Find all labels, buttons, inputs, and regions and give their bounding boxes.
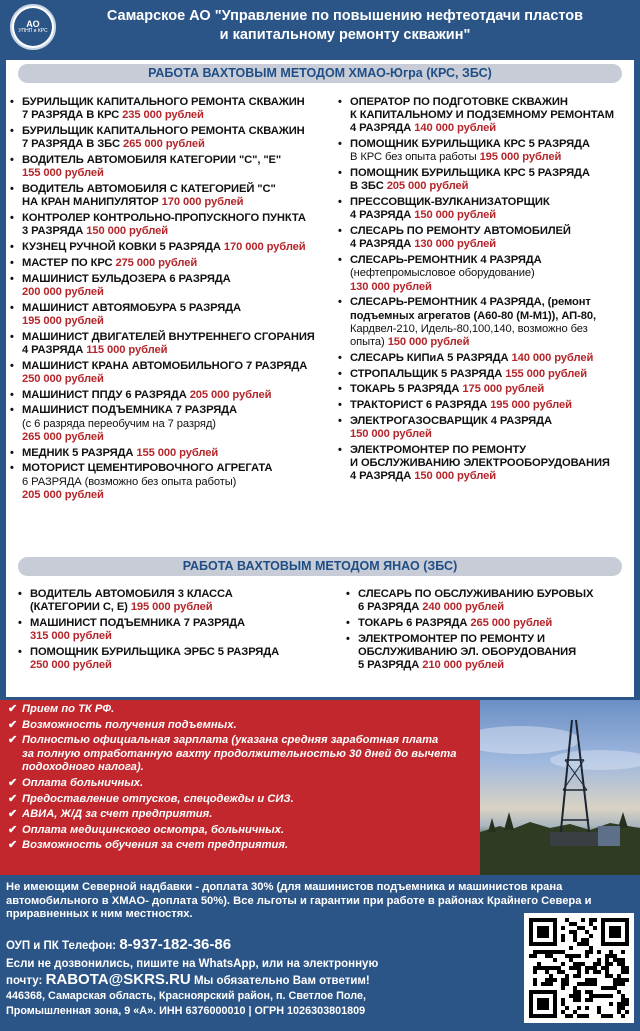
salary: 130 000 рублей <box>414 238 497 251</box>
vacancy-text: Кардвел-210, Идель-80,100,140, возможно без <box>350 322 588 335</box>
checkmark-icon: ✔ <box>8 792 18 805</box>
vacancy-text: 6 РАЗРЯДА <box>358 601 423 614</box>
vacancy-text: ВОДИТЕЛЬ АВТОМОБИЛЯ С КАТЕГОРИЕЙ "С" <box>22 183 276 195</box>
note-line: Не имеющим Северной надбавки - доплата 30% (для машинистов подъемника и машинистов крана <box>6 881 563 893</box>
vacancy-item <box>336 368 632 381</box>
salary: 250 000 рублей <box>22 372 104 385</box>
salary: 195 000 рублей <box>479 151 562 164</box>
bullet-icon: • <box>10 96 14 108</box>
vacancy-text: 7 РАЗРЯДА В КРС <box>22 109 123 122</box>
vacancy-item <box>8 154 328 180</box>
section1-left-column <box>8 96 328 505</box>
vacancy-text: СЛЕСАРЬ ПО РЕМОНТУ АВТОМОБИЛЕЙ <box>350 225 571 238</box>
vacancy-text: ОБСЛУЖИВАНИЮ ЭЛ. ОБОРУДОВАНИЯ <box>358 646 577 658</box>
bullet-icon: • <box>18 646 22 658</box>
salary: 175 000 рублей <box>462 383 545 396</box>
bullet-icon: • <box>10 446 14 459</box>
vacancy-item <box>16 617 332 643</box>
vacancy-text: МАШИНИСТ ПОДЪЕМНИКА 7 РАЗРЯДА <box>30 617 246 629</box>
vacancy-text: НА КРАН МАНИПУЛЯТОР <box>22 196 162 209</box>
section2-left-column <box>16 588 332 675</box>
benefit-item <box>6 777 446 791</box>
vacancy-text: В ЗБС <box>350 180 387 193</box>
vacancy-text: (КАТЕГОРИИ С, Е) <box>30 601 131 614</box>
salary: 170 000 рублей <box>161 196 244 209</box>
email-link[interactable]: RABOTA@SKRS.RU <box>45 971 191 988</box>
vacancy-text: КУЗНЕЦ РУЧНОЙ КОВКИ 5 РАЗРЯДА <box>22 241 224 253</box>
vacancy-item <box>8 241 328 254</box>
logo-bottom-text: УПНП и КРС <box>18 28 48 35</box>
bullet-icon: • <box>18 588 22 600</box>
logo-top-text: АО <box>26 18 40 29</box>
vacancy-text: ПОМОЩНИК БУРИЛЬЩИКА КРС 5 РАЗРЯДА <box>350 138 590 151</box>
salary: 150 000 рублей <box>86 225 169 238</box>
salary: 115 000 рублей <box>86 343 168 356</box>
vacancy-text: ВОДИТЕЛЬ АВТОМОБИЛЯ 3 КЛАССА <box>30 588 233 600</box>
vacancy-text: МЕДНИК 5 РАЗРЯДА <box>22 446 137 459</box>
salary: 150 000 рублей <box>387 336 470 349</box>
salary: 155 000 рублей <box>136 446 219 459</box>
address-line: 446368, Самарская область, Красноярский район, п. Светлое Поле, <box>6 990 366 1002</box>
bullet-icon: • <box>338 399 342 412</box>
salary: 140 000 рублей <box>414 122 497 135</box>
vacancy-text: МАШИНИСТ БУЛЬДОЗЕРА 6 РАЗРЯДА <box>22 272 231 285</box>
checkmark-icon: ✔ <box>8 839 18 852</box>
bullet-icon: • <box>10 272 14 285</box>
contacts <box>6 937 506 1019</box>
benefit-text: Оплата медицинского осмотра, больничных. <box>22 823 285 836</box>
benefit-item <box>6 824 446 838</box>
salary: 240 000 рублей <box>422 601 505 614</box>
vacancy-text: 7 РАЗРЯДА В ЗБС <box>22 138 123 151</box>
vacancy-text: ЭЛЕКТРОМОНТЕР ПО РЕМОНТУ И <box>358 632 545 645</box>
vacancy-text: ТОКАРЬ 5 РАЗРЯДА <box>350 383 463 396</box>
vacancy-item <box>8 462 328 502</box>
vacancy-item <box>344 633 632 673</box>
vacancy-text: 4 РАЗРЯДА <box>22 343 87 356</box>
vacancy-item <box>8 360 328 386</box>
bullet-icon: • <box>10 462 14 475</box>
vacancy-text: ПОМОЩНИК БУРИЛЬЩИКА КРС 5 РАЗРЯДА <box>350 167 590 180</box>
benefit-item <box>6 839 446 853</box>
salary: 195 000 рублей <box>22 314 104 327</box>
bullet-icon: • <box>346 617 350 629</box>
salary: 205 000 рублей <box>386 180 469 193</box>
benefit-text: Оплата больничных. <box>22 776 144 789</box>
salary: 200 000 рублей <box>22 285 104 298</box>
vacancy-text: СЛЕСАРЬ-РЕМОНТНИК 4 РАЗРЯДА <box>350 254 542 267</box>
vacancy-item <box>336 167 632 193</box>
salary: 150 000 рублей <box>414 470 497 483</box>
bullet-icon: • <box>10 404 14 417</box>
benefit-item <box>6 808 446 822</box>
vacancy-text: СЛЕСАРЬ ПО ОБСЛУЖИВАНИЮ БУРОВЫХ <box>358 588 594 600</box>
mail-label: почту: <box>6 975 46 987</box>
salary: 235 000 рублей <box>122 109 204 122</box>
checkmark-icon: ✔ <box>8 776 18 789</box>
vacancy-item <box>336 399 632 412</box>
vacancy-item <box>16 588 332 614</box>
vacancy-item <box>344 588 632 614</box>
vacancy-text: (нефтепромысловое оборудование) <box>350 267 535 280</box>
header <box>0 0 640 56</box>
vacancy-text: БУРИЛЬЩИК КАПИТАЛЬНОГО РЕМОНТА СКВАЖИН <box>22 96 305 108</box>
vacancy-text: ЭЛЕКТРОГАЗОСВАРЩИК 4 РАЗРЯДА <box>350 415 552 427</box>
bullet-icon: • <box>338 351 342 364</box>
vacancy-item <box>8 125 328 151</box>
vacancy-text: МОТОРИСТ ЦЕМЕНТИРОВОЧНОГО АГРЕГАТА <box>22 462 273 475</box>
salary: 205 000 рублей <box>22 488 104 501</box>
bullet-icon: • <box>338 444 342 456</box>
vacancy-text: опыта) <box>350 336 388 349</box>
bullet-icon: • <box>338 196 342 209</box>
vacancy-text: СЛЕСАРЬ-РЕМОНТНИК 4 РАЗРЯДА, (ремонт <box>350 296 591 309</box>
bullet-icon: • <box>10 359 14 372</box>
title-line-1: Самарское АО "Управление по повышению нефтеотдачи пластов <box>106 8 584 24</box>
vacancy-text: ПОМОЩНИК БУРИЛЬЩИКА ЭРБС 5 РАЗРЯДА <box>30 646 280 658</box>
company-logo <box>10 4 56 50</box>
vacancy-text: подъемных агрегатов (А60-80 (М-М1)), АП-80, <box>350 309 596 322</box>
bullet-icon: • <box>338 167 342 180</box>
bullet-icon: • <box>10 241 14 253</box>
vacancy-text: 3 РАЗРЯДА <box>22 225 87 238</box>
page-title <box>60 7 630 45</box>
salary: 265 000 рублей <box>122 138 205 151</box>
vacancy-item <box>8 447 328 460</box>
salary: 130 000 рублей <box>350 280 432 293</box>
benefit-text: АВИА, Ж/Д за счет предприятия. <box>22 808 213 821</box>
salary: 195 000 рублей <box>130 601 213 614</box>
benefits-list <box>6 703 457 855</box>
vacancy-item <box>336 415 632 441</box>
salary: 265 000 рублей <box>22 430 104 443</box>
vacancy-item <box>336 196 632 222</box>
bullet-icon: • <box>338 225 342 238</box>
vacancy-text: МАШИНИСТ АВТОЯМОБУРА 5 РАЗРЯДА <box>22 301 242 314</box>
bullet-icon: • <box>10 183 14 195</box>
vacancy-item <box>336 383 632 396</box>
vacancies-panel <box>6 60 634 697</box>
benefit-text: Возможность обучения за счет предприятия. <box>22 839 289 852</box>
vacancy-text: МАСТЕР ПО КРС <box>22 256 116 269</box>
salary: 315 000 рублей <box>30 630 112 643</box>
vacancy-text: МАШИНИСТ ППДУ 6 РАЗРЯДА <box>22 388 190 401</box>
vacancy-item <box>8 96 328 122</box>
bullet-icon: • <box>10 212 14 224</box>
vacancy-text: МАШИНИСТ КРАНА АВТОМОБИЛЬНОГО 7 РАЗРЯДА <box>22 359 308 372</box>
title-line-2: и капитальному ремонту скважин" <box>219 27 471 43</box>
vacancy-item <box>8 331 328 357</box>
vacancy-text: ЭЛЕКТРОМОНТЕР ПО РЕМОНТУ <box>350 444 527 456</box>
phone-label: ОУП и ПК Телефон: <box>6 940 120 952</box>
salary: 155 000 рублей <box>505 367 588 380</box>
bullet-icon: • <box>10 330 14 343</box>
bullet-icon: • <box>10 301 14 314</box>
bullet-icon: • <box>10 256 14 269</box>
benefit-text: за полную отработанную вахту продолжительностью 30 дней до вычета <box>22 747 457 760</box>
salary: 195 000 рублей <box>490 399 572 412</box>
benefit-text: Прием по ТК РФ. <box>22 703 115 715</box>
section2-title: РАБОТА ВАХТОВЫМ МЕТОДОМ ЯНАО (ЗБС) <box>18 557 622 576</box>
vacancy-text: В КРС без опыта работы <box>350 151 480 164</box>
vacancy-item <box>8 257 328 270</box>
vacancy-text: СЛЕСАРЬ КИПиА 5 РАЗРЯДА <box>350 351 512 364</box>
benefit-item <box>6 734 457 775</box>
salary: 155 000 рублей <box>22 167 104 180</box>
vacancy-item <box>16 646 332 672</box>
vacancy-text: К КАПИТАЛЬНОМУ И ПОДЗЕМНОМУ РЕМОНТАМ <box>350 109 614 122</box>
bullet-icon: • <box>338 383 342 396</box>
bullet-icon: • <box>346 588 350 600</box>
benefit-text: Возможность получения подъемных. <box>22 718 237 731</box>
vacancy-text: КОНТРОЛЕР КОНТРОЛЬНО-ПРОПУСКНОГО ПУНКТА <box>22 212 306 224</box>
vacancy-item <box>336 96 632 136</box>
salary: 250 000 рублей <box>30 659 112 672</box>
salary: 205 000 рублей <box>189 388 272 401</box>
benefit-text: Полностью официальная зарплата (указана средняя заработная плата <box>22 734 439 747</box>
checkmark-icon: ✔ <box>8 703 18 715</box>
salary: 210 000 рублей <box>422 659 505 672</box>
benefit-item <box>6 793 446 807</box>
vacancy-item <box>8 212 328 238</box>
bullet-icon: • <box>338 367 342 380</box>
vacancy-text: ВОДИТЕЛЬ АВТОМОБИЛЯ КАТЕГОРИИ "С", "Е" <box>22 154 282 166</box>
salary: 150 000 рублей <box>350 428 432 441</box>
bullet-icon: • <box>338 138 342 151</box>
vacancy-text: МАШИНИСТ ДВИГАТЕЛЕЙ ВНУТРЕННЕГО СГОРАНИЯ <box>22 330 315 343</box>
bullet-icon: • <box>10 125 14 137</box>
whatsapp-line: Если не дозвонились, пишите на WhatsApp, или на электронную <box>6 958 379 970</box>
vacancy-item <box>336 254 632 294</box>
vacancy-text: (с 6 разряда переобучим на 7 разряд) <box>22 417 216 430</box>
vacancy-text: И ОБСЛУЖИВАНИЮ ЭЛЕКТРООБОРУДОВАНИЯ <box>350 457 610 470</box>
drilling-rig-photo <box>480 700 640 875</box>
bullet-icon: • <box>338 254 342 267</box>
bullet-icon: • <box>18 617 22 629</box>
checkmark-icon: ✔ <box>8 808 18 821</box>
phone-number[interactable]: 8-937-182-36-86 <box>119 936 232 953</box>
salary: 170 000 рублей <box>223 241 306 253</box>
bullet-icon: • <box>10 154 14 166</box>
benefit-text: подоходного налога). <box>22 761 144 774</box>
contact-section <box>0 875 640 1031</box>
salary: 140 000 рублей <box>511 351 594 364</box>
benefit-item <box>6 703 446 717</box>
qr-code[interactable] <box>524 913 634 1023</box>
vacancy-item <box>8 273 328 299</box>
bullet-icon: • <box>10 388 14 401</box>
salary: 275 000 рублей <box>115 256 198 269</box>
vacancy-item <box>336 225 632 251</box>
vacancy-text: ОПЕРАТОР ПО ПОДГОТОВКЕ СКВАЖИН <box>350 96 568 108</box>
vacancy-text: 6 РАЗРЯДА (возможно без опыта работы) <box>22 475 237 488</box>
bullet-icon: • <box>346 632 350 645</box>
vacancy-text: ПРЕССОВЩИК-ВУЛКАНИЗАТОРЩИК <box>350 196 550 209</box>
vacancy-item <box>336 138 632 164</box>
bullet-icon: • <box>338 96 342 108</box>
section2-right-column <box>344 588 632 675</box>
mail-suffix: Мы обязательно Вам ответим! <box>190 975 370 987</box>
vacancy-item <box>336 352 632 365</box>
checkmark-icon: ✔ <box>8 718 18 731</box>
section1-title: РАБОТА ВАХТОВЫМ МЕТОДОМ ХМАО-Югра (КРС, ЗБС) <box>18 64 622 83</box>
note-line: автомобильного в ХМАО- доплата 50%). Все льготы и гарантии при работе в районах Крайнего Севера и <box>6 894 592 907</box>
salary: 265 000 рублей <box>470 617 553 629</box>
bullet-icon: • <box>338 415 342 427</box>
vacancy-item <box>8 404 328 444</box>
vacancy-item <box>344 617 632 630</box>
vacancy-text: МАШИНИСТ ПОДЪЕМНИКА 7 РАЗРЯДА <box>22 404 238 417</box>
benefit-text: Предоставление отпусков, спецодежды и СИЗ. <box>22 792 294 805</box>
vacancy-item <box>8 183 328 209</box>
vacancy-item <box>8 389 328 402</box>
vacancy-item <box>8 302 328 328</box>
vacancy-text: 5 РАЗРЯДА <box>358 659 423 672</box>
checkmark-icon: ✔ <box>8 823 18 836</box>
checkmark-icon: ✔ <box>8 734 18 747</box>
salary: 150 000 рублей <box>414 209 497 222</box>
vacancy-item <box>336 296 632 349</box>
vacancy-text: ТРАКТОРИСТ 6 РАЗРЯДА <box>350 399 491 412</box>
bullet-icon: • <box>338 296 342 309</box>
vacancy-text: СТРОПАЛЬЩИК 5 РАЗРЯДА <box>350 367 506 380</box>
vacancy-text: 4 РАЗРЯДА <box>350 238 415 251</box>
note-line: приравненных к ним местностях. <box>6 908 193 921</box>
vacancy-text: ТОКАРЬ 6 РАЗРЯДА <box>358 617 471 629</box>
vacancy-text: 4 РАЗРЯДА <box>350 209 415 222</box>
vacancy-text: БУРИЛЬЩИК КАПИТАЛЬНОГО РЕМОНТА СКВАЖИН <box>22 125 305 137</box>
section1-right-column <box>336 96 632 486</box>
vacancy-text: 4 РАЗРЯДА <box>350 470 415 483</box>
vacancy-text: 4 РАЗРЯДА <box>350 122 415 135</box>
vacancy-item <box>336 444 632 484</box>
address-line: Промышленная зона, 9 «А». ИНН 6376000010 | ОГРН 1026303801809 <box>6 1005 366 1017</box>
benefit-item <box>6 719 446 733</box>
